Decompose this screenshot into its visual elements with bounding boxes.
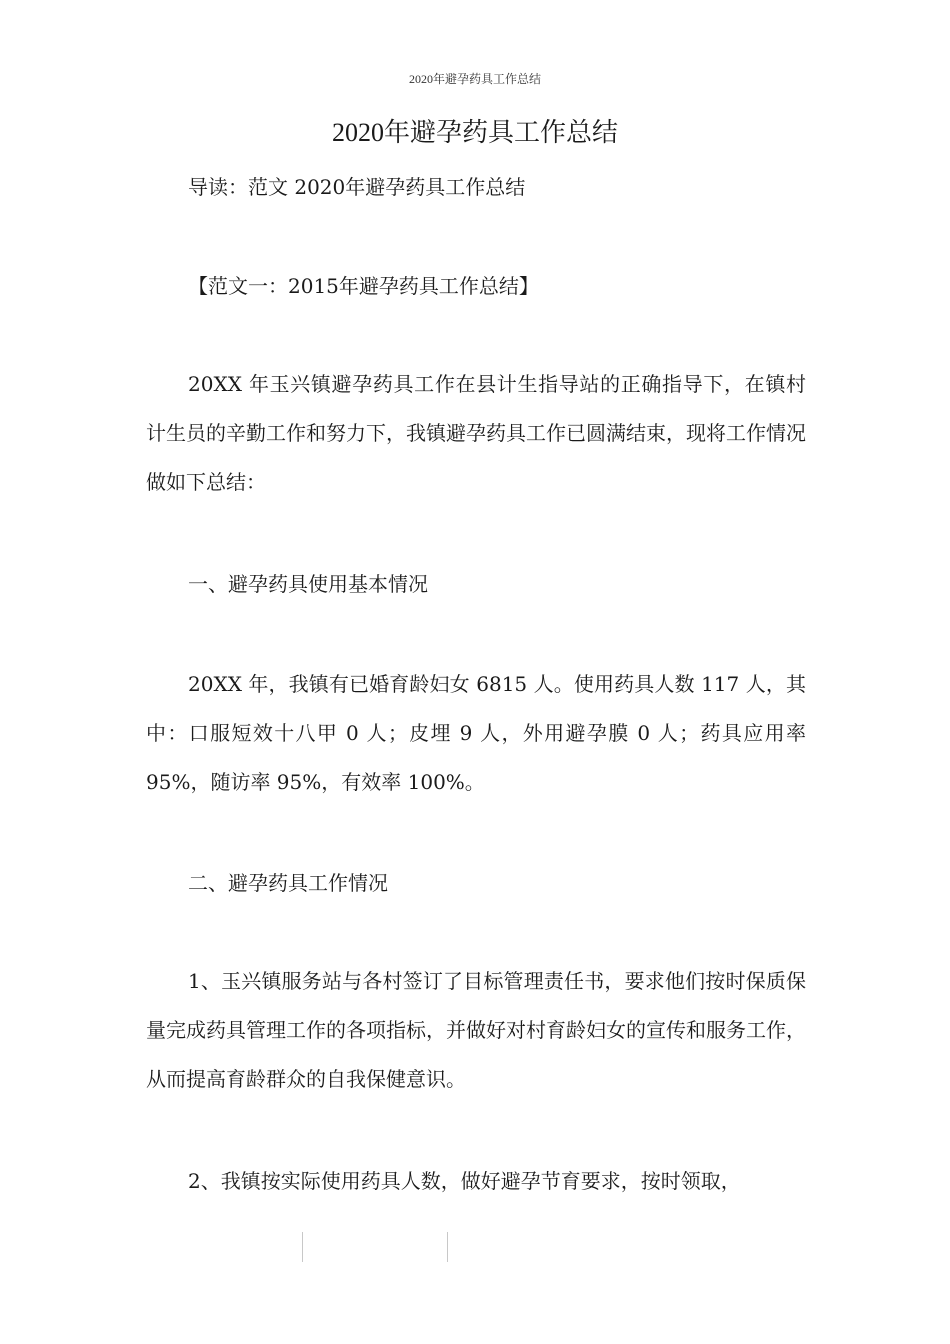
lead-paragraph: 导读：范文 2020年避孕药具工作总结 (188, 175, 526, 199)
footer-divider-left (302, 1232, 303, 1262)
running-header: 2020年避孕药具工作总结 (408, 72, 541, 86)
sample-heading: 【范文一：2015年避孕药具工作总结】 (188, 274, 539, 298)
section-heading-1: 一、避孕药具使用基本情况 (188, 572, 428, 596)
body-paragraph-1: 20XX 年玉兴镇避孕药具工作在县计生指导站的正确指导下，在镇村计生员的辛勤工作和努力下，我镇避孕药具工作已圆满结束，现将工作情况做如下总结： (146, 372, 806, 494)
section-heading-2: 二、避孕药具工作情况 (188, 871, 388, 895)
document-title: 2020年避孕药具工作总结 (331, 118, 618, 147)
body-paragraph-2: 20XX 年，我镇有已婚育龄妇女 6815 人。使用药具人数 117 人，其中：口服短效十八甲 0 人；皮埋 9 人，外用避孕膜 0 人；药具应用率 95%，随访率 95%，有效率 100%。 (146, 672, 806, 794)
body-paragraph-4: 2、我镇按实际使用药具人数，做好避孕节育要求，按时领取， (188, 1169, 741, 1193)
footer-divider-right (447, 1232, 448, 1262)
body-paragraph-3: 1、玉兴镇服务站与各村签订了目标管理责任书，要求他们按时保质保量完成药具管理工作的各项指标，并做好对村育龄妇女的宣传和服务工作，从而提高育龄群众的自我保健意识。 (146, 969, 806, 1091)
